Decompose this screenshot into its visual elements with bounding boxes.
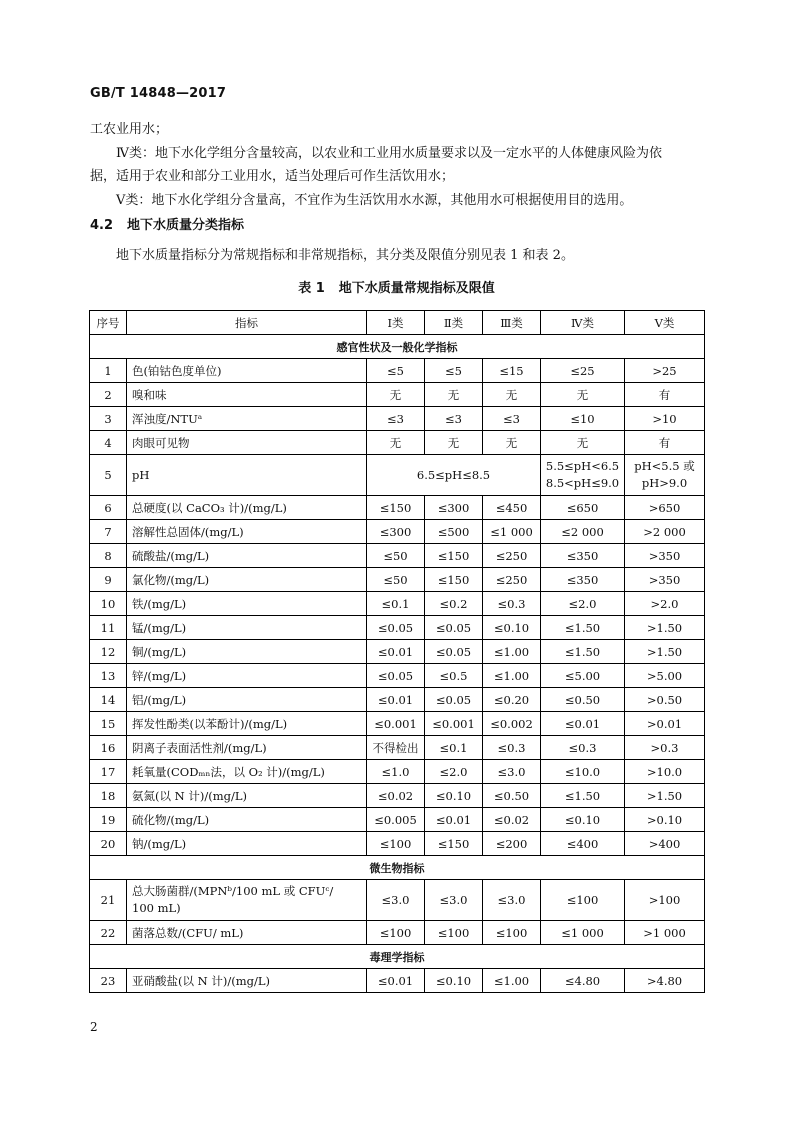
- table-row: [90, 568, 705, 592]
- cell: ≤0.01: [367, 969, 425, 993]
- cell: ≤450: [483, 496, 541, 520]
- cell: 硫化物/(mg/L): [127, 808, 367, 832]
- cell: 23: [90, 969, 127, 993]
- cell: ≤0.01: [541, 712, 625, 736]
- table-row: [90, 664, 705, 688]
- cell: ≤250: [483, 544, 541, 568]
- table-row: [90, 359, 705, 383]
- cell: ≤1.00: [483, 640, 541, 664]
- cell: 无: [425, 383, 483, 407]
- cell-line: 5.5≤pH<6.5: [545, 459, 620, 473]
- cell: ≤100: [541, 880, 625, 921]
- cell: 无: [483, 383, 541, 407]
- cell: 阴离子表面活性剂/(mg/L): [127, 736, 367, 760]
- cell: ≤15: [483, 359, 541, 383]
- header-cell: 序号: [90, 311, 127, 335]
- cell: >5.00: [625, 664, 705, 688]
- cell: ≤300: [425, 496, 483, 520]
- cell: >400: [625, 832, 705, 856]
- cell: 6: [90, 496, 127, 520]
- cell: >4.80: [625, 969, 705, 993]
- group-row: [90, 335, 705, 359]
- cell: 16: [90, 736, 127, 760]
- cell: 21: [90, 880, 127, 921]
- cell: ≤150: [367, 496, 425, 520]
- intro-line: Ⅴ类：地下水化学组分含量高，不宜作为生活饮用水水源，其他用水可根据使用目的选用。: [116, 192, 633, 208]
- cell: ≤2.0: [425, 760, 483, 784]
- cell: ≤5: [425, 359, 483, 383]
- cell: ≤0.50: [483, 784, 541, 808]
- group-title-sensory: 感官性状及一般化学指标: [90, 335, 705, 359]
- cell: ≤350: [541, 568, 625, 592]
- cell: ≤0.02: [367, 784, 425, 808]
- cell: ≤0.01: [425, 808, 483, 832]
- cell: 5: [90, 455, 127, 496]
- cell: 氯化物/(mg/L): [127, 568, 367, 592]
- cell: 肉眼可见物: [127, 431, 367, 455]
- cell: >2 000: [625, 520, 705, 544]
- cell: ≤0.05: [425, 616, 483, 640]
- cell: 7: [90, 520, 127, 544]
- cell: pH: [127, 455, 367, 496]
- cell: >0.3: [625, 736, 705, 760]
- cell: ≤0.05: [367, 616, 425, 640]
- cell: >25: [625, 359, 705, 383]
- standard-number: GB/T 14848—2017: [90, 86, 227, 101]
- cell: ≤0.3: [541, 736, 625, 760]
- cell: ≤50: [367, 544, 425, 568]
- cell: >1 000: [625, 921, 705, 945]
- cell: 耗氧量(CODₘₙ法，以 O₂ 计)/(mg/L): [127, 760, 367, 784]
- cell: ≤0.2: [425, 592, 483, 616]
- table-row: [90, 455, 705, 496]
- cell: 有: [625, 383, 705, 407]
- cell: ≤0.3: [483, 592, 541, 616]
- cell: ≤0.1: [425, 736, 483, 760]
- section-title: 地下水质量分类指标: [127, 218, 245, 233]
- cell: 15: [90, 712, 127, 736]
- cell: 无: [367, 383, 425, 407]
- cell: ≤0.05: [367, 664, 425, 688]
- table-row: [90, 969, 705, 993]
- cell: ≤5: [367, 359, 425, 383]
- cell: ≤100: [483, 921, 541, 945]
- cell: ≤0.002: [483, 712, 541, 736]
- group-row: [90, 945, 705, 969]
- cell: 铜/(mg/L): [127, 640, 367, 664]
- cell: 13: [90, 664, 127, 688]
- header-cell: Ⅳ类: [541, 311, 625, 335]
- cell: 锌/(mg/L): [127, 664, 367, 688]
- cell: ≤50: [367, 568, 425, 592]
- cell: ≤500: [425, 520, 483, 544]
- section-heading: [90, 214, 244, 233]
- cell: ≤650: [541, 496, 625, 520]
- cell: 挥发性酚类(以苯酚计)/(mg/L): [127, 712, 367, 736]
- cell: ≤0.001: [367, 712, 425, 736]
- cell: 溶解性总固体/(mg/L): [127, 520, 367, 544]
- cell: 18: [90, 784, 127, 808]
- cell: 22: [90, 921, 127, 945]
- cell: >350: [625, 568, 705, 592]
- cell: ≤150: [425, 544, 483, 568]
- table-row: [90, 616, 705, 640]
- cell: ≤1.0: [367, 760, 425, 784]
- cell: ≤0.02: [483, 808, 541, 832]
- cell: ≤0.10: [541, 808, 625, 832]
- cell-line: pH<5.5 或: [634, 459, 695, 473]
- table-row: [90, 640, 705, 664]
- cell: ≤2.0: [541, 592, 625, 616]
- table-row: [90, 760, 705, 784]
- cell: ≤1.50: [541, 784, 625, 808]
- cell: 不得检出: [367, 736, 425, 760]
- table-row: [90, 520, 705, 544]
- cell: ≤1 000: [483, 520, 541, 544]
- header-cell: Ⅴ类: [625, 311, 705, 335]
- group-title-micro: 微生物指标: [90, 856, 705, 880]
- section-number: 4.2: [90, 218, 114, 233]
- cell: ≤3.0: [483, 880, 541, 921]
- cell: 无: [541, 431, 625, 455]
- cell: >0.50: [625, 688, 705, 712]
- cell: ≤0.3: [483, 736, 541, 760]
- cell: 10: [90, 592, 127, 616]
- cell: 无: [367, 431, 425, 455]
- cell: 无: [425, 431, 483, 455]
- cell: [127, 880, 367, 921]
- table-caption-number: 表 1: [298, 281, 325, 296]
- cell: 无: [541, 383, 625, 407]
- table-row: [90, 784, 705, 808]
- cell: ≤5.00: [541, 664, 625, 688]
- cell: ≤1.00: [483, 969, 541, 993]
- cell: >1.50: [625, 616, 705, 640]
- cell: 色(铂钴色度单位): [127, 359, 367, 383]
- cell: 无: [483, 431, 541, 455]
- cell: >0.01: [625, 712, 705, 736]
- cell: 11: [90, 616, 127, 640]
- cell: ≤0.01: [367, 688, 425, 712]
- cell: ≤150: [425, 568, 483, 592]
- table-header-row: [90, 311, 705, 335]
- cell: ≤100: [425, 921, 483, 945]
- intro-line: 据，适用于农业和部分工业用水，适当处理后可作生活饮用水；: [90, 169, 455, 184]
- header-cell: Ⅰ类: [367, 311, 425, 335]
- water-quality-table: [89, 310, 705, 993]
- page-number: 2: [90, 1020, 98, 1034]
- cell: >100: [625, 880, 705, 921]
- cell: ≤10.0: [541, 760, 625, 784]
- cell: 6.5≤pH≤8.5: [367, 455, 541, 496]
- cell: ≤0.05: [425, 688, 483, 712]
- cell: 硫酸盐/(mg/L): [127, 544, 367, 568]
- cell: 9: [90, 568, 127, 592]
- cell: 铁/(mg/L): [127, 592, 367, 616]
- cell: 20: [90, 832, 127, 856]
- table-row: [90, 688, 705, 712]
- table-row: [90, 496, 705, 520]
- cell: 钠/(mg/L): [127, 832, 367, 856]
- cell: >10.0: [625, 760, 705, 784]
- cell: 锰/(mg/L): [127, 616, 367, 640]
- cell: ≤0.05: [425, 640, 483, 664]
- cell: >1.50: [625, 640, 705, 664]
- header-cell: 指标: [127, 311, 367, 335]
- cell: ≤10: [541, 407, 625, 431]
- cell: ≤0.001: [425, 712, 483, 736]
- cell: ≤0.10: [425, 784, 483, 808]
- table-row: [90, 736, 705, 760]
- group-title-tox: 毒理学指标: [90, 945, 705, 969]
- cell: 铝/(mg/L): [127, 688, 367, 712]
- table-row: [90, 808, 705, 832]
- cell: ≤0.005: [367, 808, 425, 832]
- table-row: [90, 880, 705, 921]
- cell: ≤3: [425, 407, 483, 431]
- cell: 17: [90, 760, 127, 784]
- cell: ≤250: [483, 568, 541, 592]
- cell: ≤0.1: [367, 592, 425, 616]
- intro-line: 工农业用水；: [90, 122, 169, 137]
- cell: 19: [90, 808, 127, 832]
- cell: ≤25: [541, 359, 625, 383]
- cell: >0.10: [625, 808, 705, 832]
- cell: ≤0.20: [483, 688, 541, 712]
- cell: ≤3: [483, 407, 541, 431]
- cell: 菌落总数/(CFU/ mL): [127, 921, 367, 945]
- cell: ≤1.50: [541, 640, 625, 664]
- cell: ≤200: [483, 832, 541, 856]
- table-caption-title: 地下水质量常规指标及限值: [338, 281, 495, 296]
- cell: ≤1.50: [541, 616, 625, 640]
- cell: >10: [625, 407, 705, 431]
- cell: >1.50: [625, 784, 705, 808]
- cell: ≤2 000: [541, 520, 625, 544]
- cell: [541, 455, 625, 496]
- cell: >2.0: [625, 592, 705, 616]
- cell-line: pH>9.0: [641, 476, 688, 490]
- table-row: [90, 407, 705, 431]
- table-caption: [0, 277, 793, 296]
- cell: ≤150: [425, 832, 483, 856]
- table-row: [90, 832, 705, 856]
- table-row: [90, 712, 705, 736]
- cell: ≤350: [541, 544, 625, 568]
- cell: >350: [625, 544, 705, 568]
- table-row: [90, 921, 705, 945]
- cell: ≤3.0: [425, 880, 483, 921]
- group-row: [90, 856, 705, 880]
- cell: 氨氮(以 N 计)/(mg/L): [127, 784, 367, 808]
- cell: 1: [90, 359, 127, 383]
- cell: ≤4.80: [541, 969, 625, 993]
- cell: ≤0.01: [367, 640, 425, 664]
- cell: ≤100: [367, 832, 425, 856]
- cell: ≤400: [541, 832, 625, 856]
- cell: ≤1.00: [483, 664, 541, 688]
- cell: 12: [90, 640, 127, 664]
- header-cell: Ⅲ类: [483, 311, 541, 335]
- cell: ≤3.0: [367, 880, 425, 921]
- cell: 有: [625, 431, 705, 455]
- cell: 14: [90, 688, 127, 712]
- cell: ≤0.50: [541, 688, 625, 712]
- cell: 2: [90, 383, 127, 407]
- cell: ≤300: [367, 520, 425, 544]
- intro-paragraph: [90, 118, 702, 212]
- cell: 浑浊度/NTUᵃ: [127, 407, 367, 431]
- cell: ≤0.5: [425, 664, 483, 688]
- cell: ≤0.10: [483, 616, 541, 640]
- cell-line: 100 mL): [132, 901, 181, 915]
- table-row: [90, 592, 705, 616]
- cell: ≤1 000: [541, 921, 625, 945]
- intro-line: Ⅳ类：地下水化学组分含量较高，以农业和工业用水质量要求以及一定水平的人体健康风险为依: [116, 145, 662, 161]
- cell: ≤100: [367, 921, 425, 945]
- cell: ≤0.10: [425, 969, 483, 993]
- cell-line: 总大肠菌群/(MPNᵇ/100 mL 或 CFUᶜ/: [132, 884, 334, 898]
- cell: >650: [625, 496, 705, 520]
- cell: 嗅和味: [127, 383, 367, 407]
- cell: 亚硝酸盐(以 N 计)/(mg/L): [127, 969, 367, 993]
- cell: ≤3.0: [483, 760, 541, 784]
- cell: 3: [90, 407, 127, 431]
- cell: ≤3: [367, 407, 425, 431]
- table-row: [90, 544, 705, 568]
- cell: 8: [90, 544, 127, 568]
- cell-line: 8.5<pH≤9.0: [545, 476, 620, 490]
- cell: 4: [90, 431, 127, 455]
- cell: [625, 455, 705, 496]
- table-row: [90, 383, 705, 407]
- header-cell: Ⅱ类: [425, 311, 483, 335]
- cell: 总硬度(以 CaCO₃ 计)/(mg/L): [127, 496, 367, 520]
- section-body: 地下水质量指标分为常规指标和非常规指标，其分类及限值分别见表 1 和表 2。: [116, 248, 574, 263]
- table-row: [90, 431, 705, 455]
